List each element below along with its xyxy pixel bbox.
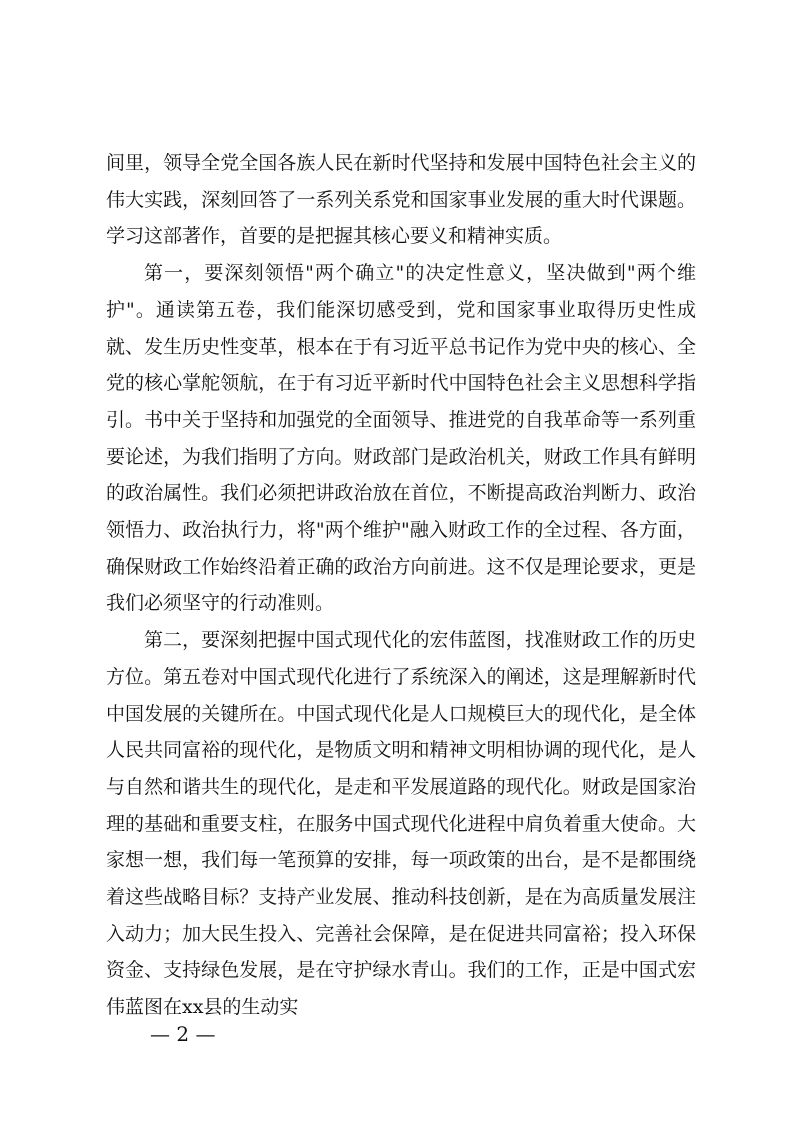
body-text bbox=[106, 145, 696, 1026]
paragraph-3: 第二，要深刻把握中国式现代化的宏伟蓝图，找准财政工作的历史方位。第五卷对中国式现代化进行了系统深入的阐述，这是理解新时代中国发展的关键所在。中国式现代化是人口规模巨大的现代化，是全体人民共同富裕的现代化，是物质文明和精神文明相协调的现代化，是人与自然和谐共生的现代化，是走和平发展道路的现代化。财政是国家治理的基础和重要支柱，在服务中国式现代化进程中肩负着重大使命。大家想一想，我们每一笔预算的安排，每一项政策的出台，是不是都围绕着这些战略目标？支持产业发展、推动科技创新，是在为高质量发展注入动力；加大民生投入、完善社会保障，是在促进共同富裕；投入环保资金、支持绿色发展，是在守护绿水青山。我们的工作，正是中国式宏伟蓝图在xx县的生动实 bbox=[106, 629, 696, 1019]
paragraph-1: 间里，领导全党全国各族人民在新时代坚持和发展中国特色社会主义的伟大实践，深刻回答了一系列关系党和国家事业发展的重大时代课题。学习这部著作，首要的是把握其核心要义和精神实质。 bbox=[106, 152, 696, 248]
paragraph-2: 第一，要深刻领悟"两个确立"的决定性意义，坚决做到"两个维护"。通读第五卷，我们能深切感受到，党和国家事业取得历史性成就、发生历史性变革，根本在于有习近平总书记作为党中央的核心、全党的核心掌舵领航，在于有习近平新时代中国特色社会主义思想科学指引。书中关于坚持和加强党的全面领导、推进党的自我革命等一系列重要论述，为我们指明了方向。财政部门是政治机关，财政工作具有鲜明的政治属性。我们必须把讲政治放在首位，不断提高政治判断力、政治领悟力、政治执行力，将"两个维护"融入财政工作的全过程、各方面，确保财政工作始终沿着正确的政治方向前进。这不仅是理论要求，更是我们必须坚守的行动准则。 bbox=[106, 262, 696, 615]
page-number: — 2 — bbox=[150, 1022, 216, 1046]
